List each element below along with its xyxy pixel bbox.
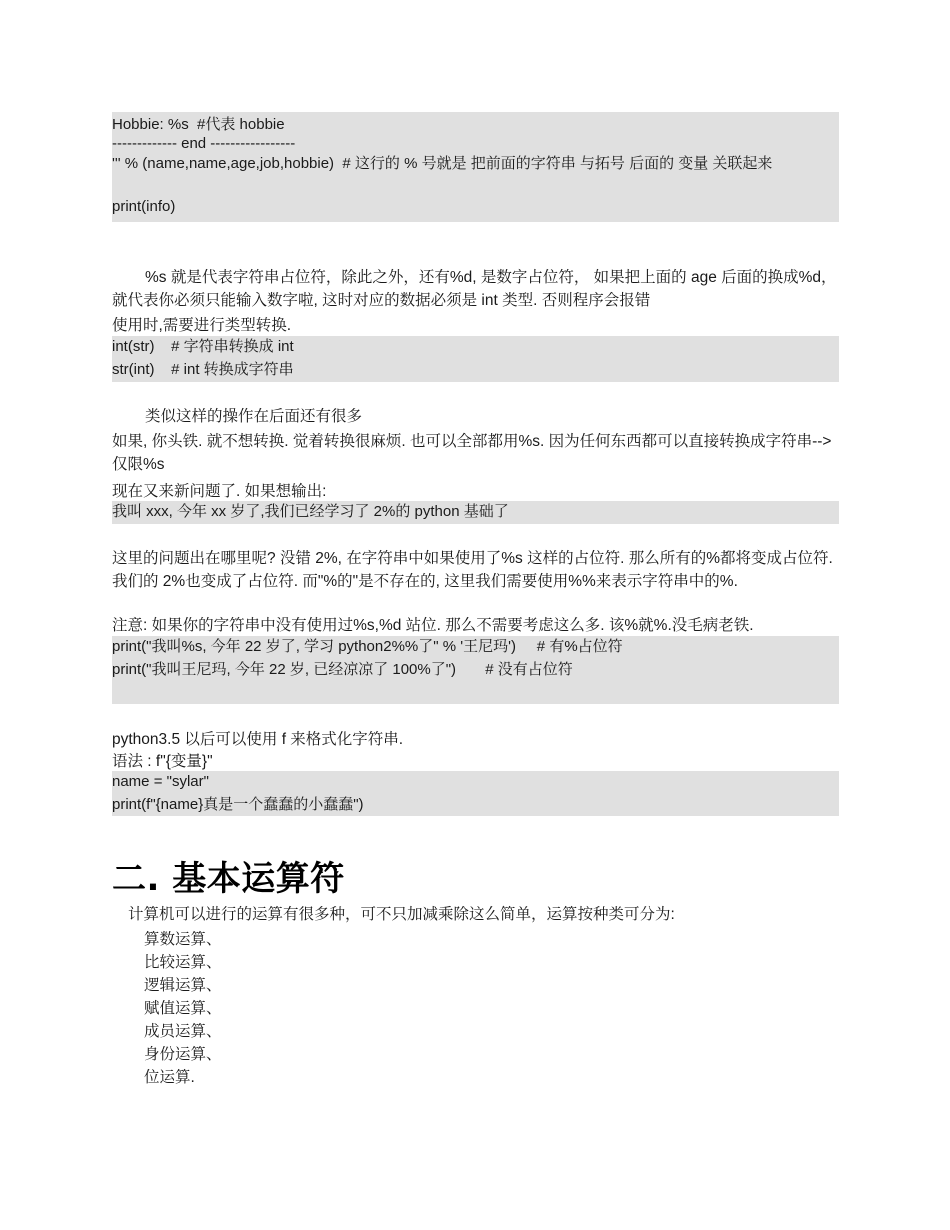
- paragraph-new-question: 现在又来新问题了. 如果想输出:: [112, 483, 327, 500]
- code-block-print: [112, 636, 839, 704]
- paragraph-type-convert: 使用时,需要进行类型转换.: [112, 317, 292, 334]
- code-line: print(info): [112, 197, 176, 215]
- section-heading: 二. 基本运算符: [112, 859, 345, 899]
- list-item: 算数运算、: [144, 931, 222, 948]
- code-block-fstring: [112, 771, 839, 816]
- code-line: ------------- end -----------------: [112, 134, 296, 152]
- list-item: 逻辑运算、: [144, 977, 222, 994]
- paragraph-fstring: python3.5 以后可以使用 f 来格式化字符串.: [112, 731, 404, 748]
- code-line: name = "sylar": [112, 773, 209, 790]
- list-item: 赋值运算、: [144, 1000, 222, 1017]
- paragraph-note: 注意: 如果你的字符串中没有使用过%s,%d 站位. 那么不需要考虑这么多. 该%就%.没毛病老铁.: [112, 617, 754, 634]
- list-item: 比较运算、: [144, 954, 222, 971]
- code-line: int(str) # 字符串转换成 int: [112, 338, 294, 355]
- paragraph-more-ops: 类似这样的操作在后面还有很多: [145, 408, 363, 425]
- code-line: 我叫 xxx, 今年 xx 岁了,我们已经学习了 2%的 python 基础了: [112, 503, 509, 520]
- paragraph-problem: 这里的问题出在哪里呢? 没错 2%, 在字符串中如果使用了%s 这样的占位符. 那么所有的%都将变成占位符. 我们的 2%也变成了占位符. 而"%的"是不存在的, 这里我们需要使用%%来表示字符串中的%.: [112, 550, 833, 590]
- code-line: [112, 176, 839, 196]
- code-block-output: [112, 501, 839, 524]
- paragraph-intro: 计算机可以进行的运算有很多种，可不只加减乘除这么简单，运算按种类可分为:: [128, 906, 675, 923]
- code-line: print("我叫王尼玛, 今年 22 岁, 已经凉凉了 100%了") # 没有占位符: [112, 660, 573, 678]
- paragraph-percent-s: %s 就是代表字符串占位符，除此之外，还有%d, 是数字占位符， 如果把上面的 age 后面的换成%d，就代表你必须只能输入数字啦, 这时对应的数据必须是 int 类型. 否则程序会报错: [112, 269, 837, 309]
- code-line: Hobbie: %s #代表 hobbie: [112, 116, 285, 133]
- code-line: print("我叫%s, 今年 22 岁了, 学习 python2%%了" % '王尼玛') # 有%占位符: [112, 638, 623, 655]
- code-line: ''' % (name,name,age,job,hobbie) # 这行的 % 号就是 把前面的字符串 与拓号 后面的 变量 关联起来: [112, 155, 773, 172]
- code-line: str(int) # int 转换成字符串: [112, 360, 294, 378]
- code-line: print(f"{name}真是一个蠢蠢的小蠢蠢"): [112, 795, 364, 813]
- paragraph-all-s: 如果, 你头铁. 就不想转换. 觉着转换很麻烦. 也可以全部都用%s. 因为任何东西都可以直接转换成字符串--> 仅限%s: [112, 433, 832, 473]
- list-item: 位运算.: [144, 1069, 195, 1086]
- operator-list: [144, 928, 744, 1089]
- list-item: 身份运算、: [144, 1046, 222, 1063]
- list-item: 成员运算、: [144, 1023, 222, 1040]
- paragraph-syntax: 语法 : f"{变量}": [112, 753, 213, 770]
- code-block-format: [112, 112, 839, 222]
- code-block-convert: [112, 336, 839, 382]
